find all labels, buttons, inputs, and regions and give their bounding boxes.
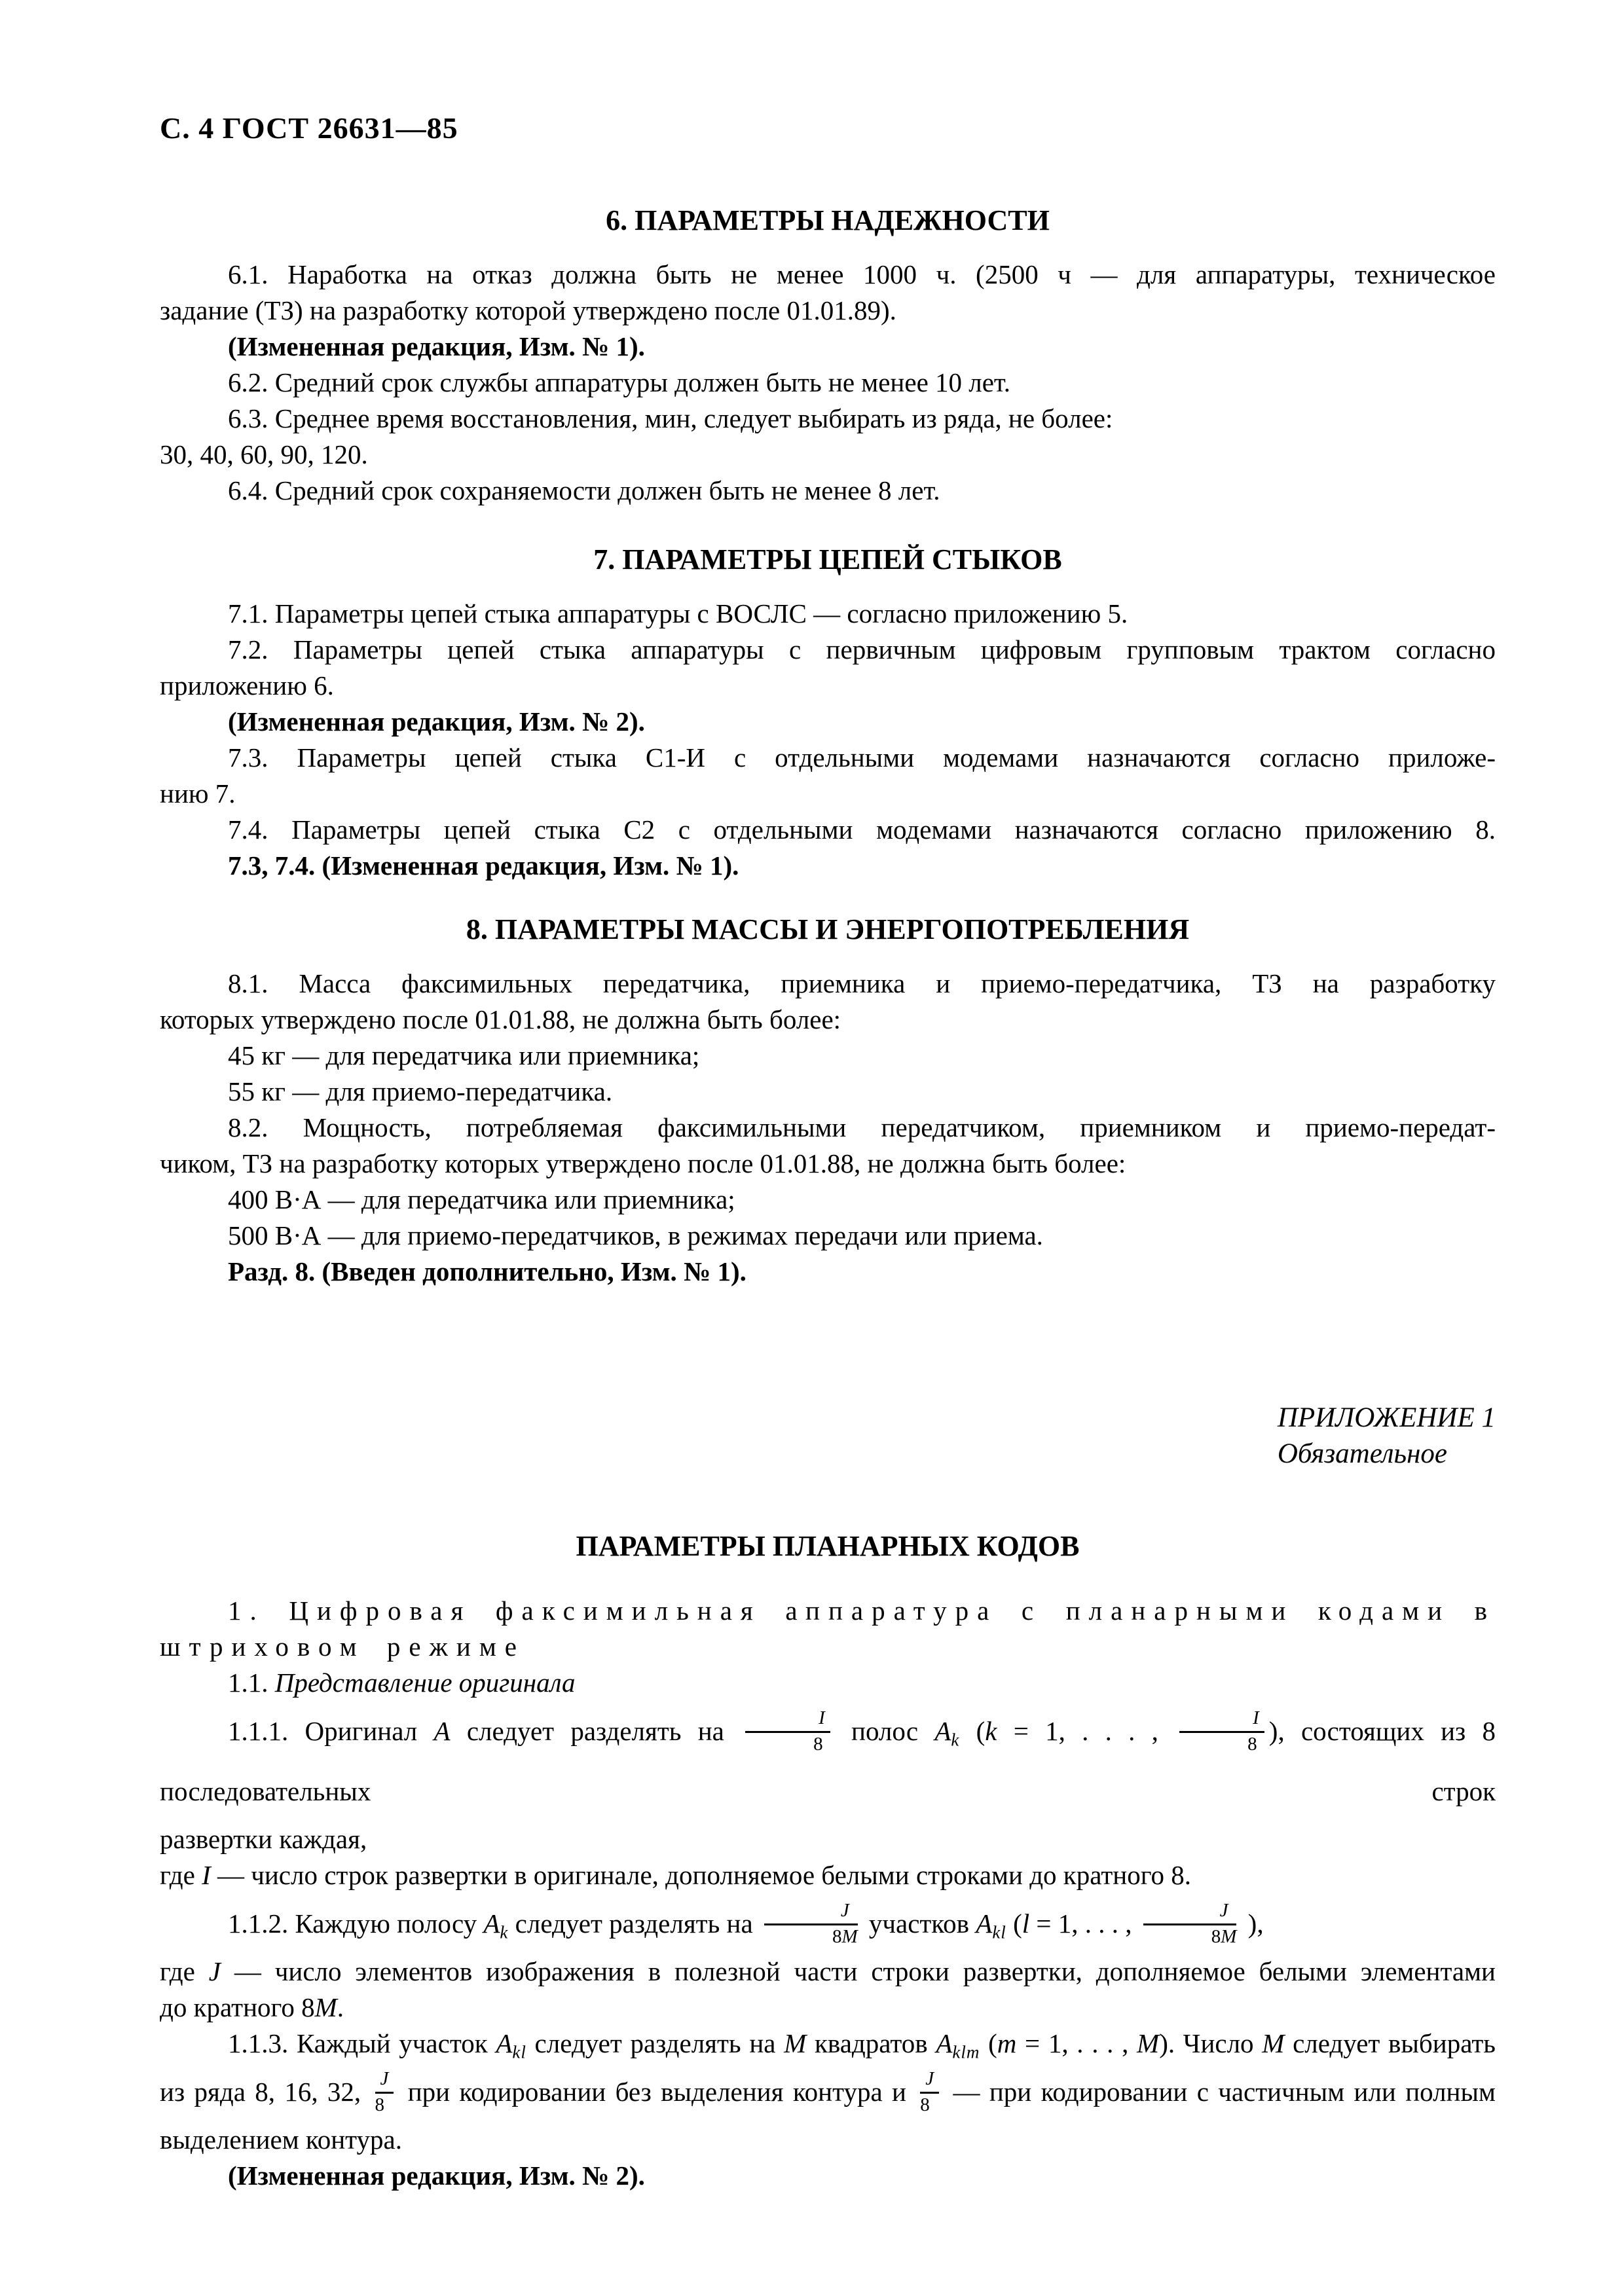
running-header: С. 4 ГОСТ 26631—85 [160, 111, 458, 145]
clause-7-4: 7.4. Параметры цепей стыка С2 с отдельными модемами назначаются согласно приложению 8. [228, 814, 1496, 845]
revision-note-annex: (Измененная редакция, Изм. № 2). [228, 2160, 645, 2191]
fraction: $\frac{J}{8M}$ [1143, 1901, 1237, 1947]
clause-7-3-line-2: нию 7. [160, 778, 236, 809]
clause-8-2-power-400: 400 В·А — для передатчика или приемника; [228, 1184, 735, 1214]
page-content [160, 110, 1496, 2194]
clause-7-2-line-1: 7.2. Параметры цепей стыка аппаратуры с первичным цифровым групповым трактом согласно [228, 634, 1496, 665]
clause-6-3-values: 30, 40, 60, 90, 120. [160, 439, 368, 469]
where-j-note-line-1: где J — число элементов изображения в полезной части строки развертки, дополняемое белыми элементами [160, 1956, 1496, 1986]
clause-6-1-line-1: 6.1. Наработка на отказ должна быть не менее 1000 ч. (2500 ч — для аппаратуры, техническое [228, 259, 1496, 289]
fraction: $\frac{I}{8}$ [1179, 1708, 1264, 1755]
fraction: $\frac{J}{8M}$ [764, 1901, 858, 1947]
clause-1-1-3-line-1: 1.1.3. Каждый участок $A_{kl}$ следует разделять на M квадратов $A_{klm}$ (m = 1, . . . , M). Число M следует выбирать [228, 2028, 1496, 2062]
annex-note: Обязательное [1277, 1438, 1447, 1469]
clause-7-1: 7.1. Параметры цепей стыка аппаратуры с ВОСЛС — согласно приложению 5. [228, 598, 1128, 629]
clause-8-1-weight-55: 55 кг — для приемо-передатчика. [228, 1076, 613, 1106]
clause-6-4: 6.4. Средний срок сохраняемости должен быть не менее 8 лет. [228, 475, 940, 505]
annex-paragraph-1-line-2: штриховом режиме [160, 1631, 525, 1662]
revision-note-s8: Разд. 8. (Введен дополнительно, Изм. № 1). [228, 1256, 746, 1286]
section-7-title: 7. ПАРАМЕТРЫ ЦЕПЕЙ СТЫКОВ [593, 543, 1062, 575]
clause-6-1-line-2: задание (ТЗ) на разработку которой утверждено после 01.01.89). [160, 295, 896, 325]
fraction: $\frac{J}{8}$ [920, 2069, 939, 2115]
where-i-note: где I — число строк развертки в оригинале, дополняемое белыми строками до кратного 8. [160, 1860, 1192, 1890]
clause-8-2-line-1: 8.2. Мощность, потребляемая факсимильными передатчиком, приемником и приемо-передат- [228, 1112, 1496, 1142]
fraction: $\frac{J}{8}$ [375, 2069, 394, 2115]
section-8-title: 8. ПАРАМЕТРЫ МАССЫ И ЭНЕРГОПОТРЕБЛЕНИЯ [466, 913, 1190, 945]
clause-1-1: 1.1. Представление оригинала [228, 1667, 576, 1698]
where-j-note-line-2: до кратного 8M. [160, 1992, 344, 2022]
annex-header [160, 1400, 1496, 1472]
clause-7-2-line-2: приложению 6. [160, 670, 334, 701]
clause-6-2: 6.2. Средний срок службы аппаратуры должен быть не менее 10 лет. [228, 367, 1011, 397]
annex-header-inner [1278, 1400, 1496, 1472]
clause-8-1-line-1: 8.1. Масса факсимильных передатчика, приемника и приемо-передатчика, ТЗ на разработку [228, 968, 1496, 998]
clause-1-1-3-line-3: выделением контура. [160, 2124, 403, 2155]
clause-7-3-line-1: 7.3. Параметры цепей стыка С1-И с отдельными модемами назначаются согласно приложе- [228, 742, 1496, 773]
clause-1-1-1-line-1: 1.1.1. Оригинал A следует разделять на $\frac{I}{8}$ полос $A_k$ (k = 1, . . . , $\frac{I}{8}$ ), состоящих из 8 последовательных строк [160, 1707, 1496, 1806]
annex-paragraph-1-line-1: 1. Цифровая факсимильная аппаратура с планарными кодами в [228, 1595, 1496, 1626]
fraction: $\frac{I}{8}$ [745, 1708, 830, 1755]
revision-note-s6: (Измененная редакция, Изм. № 1). [228, 331, 645, 361]
clause-6-3: 6.3. Среднее время восстановления, мин, следует выбирать из ряда, не более: [228, 403, 1113, 433]
clause-8-2-power-500: 500 В·А — для приемо-передатчиков, в режимах передачи или приема. [228, 1220, 1043, 1250]
annex-label: ПРИЛОЖЕНИЕ 1 [1277, 1402, 1496, 1433]
clause-1-1-3-line-2: из ряда 8, 16, 32, $\frac{J}{8}$ при кодировании без выделения контура и $\frac{J}{8}$ — при кодировании с частичным или полным [160, 2068, 1496, 2115]
revision-note-s7-34: 7.3, 7.4. (Измененная редакция, Изм. № 1). [228, 850, 739, 881]
section-6-title: 6. ПАРАМЕТРЫ НАДЕЖНОСТИ [606, 204, 1050, 236]
clause-1-1-2: 1.1.2. Каждую полосу $A_k$ следует разделять на $\frac{J}{8M}$ участков $A_{kl}$ (l = 1, . . . , $\frac{J}{8M}$ ), [228, 1900, 1264, 1947]
revision-note-s7: (Измененная редакция, Изм. № 2). [228, 706, 645, 737]
clause-1-1-1-line-2: развертки каждая, [160, 1824, 367, 1854]
clause-8-1-line-2: которых утверждено после 01.01.88, не должна быть более: [160, 1004, 841, 1034]
annex-title: ПАРАМЕТРЫ ПЛАНАРНЫХ КОДОВ [576, 1530, 1080, 1562]
clause-8-1-weight-45: 45 кг — для передатчика или приемника; [228, 1040, 700, 1070]
clause-8-2-line-2: чиком, ТЗ на разработку которых утверждено после 01.01.88, не должна быть более: [160, 1148, 1126, 1178]
